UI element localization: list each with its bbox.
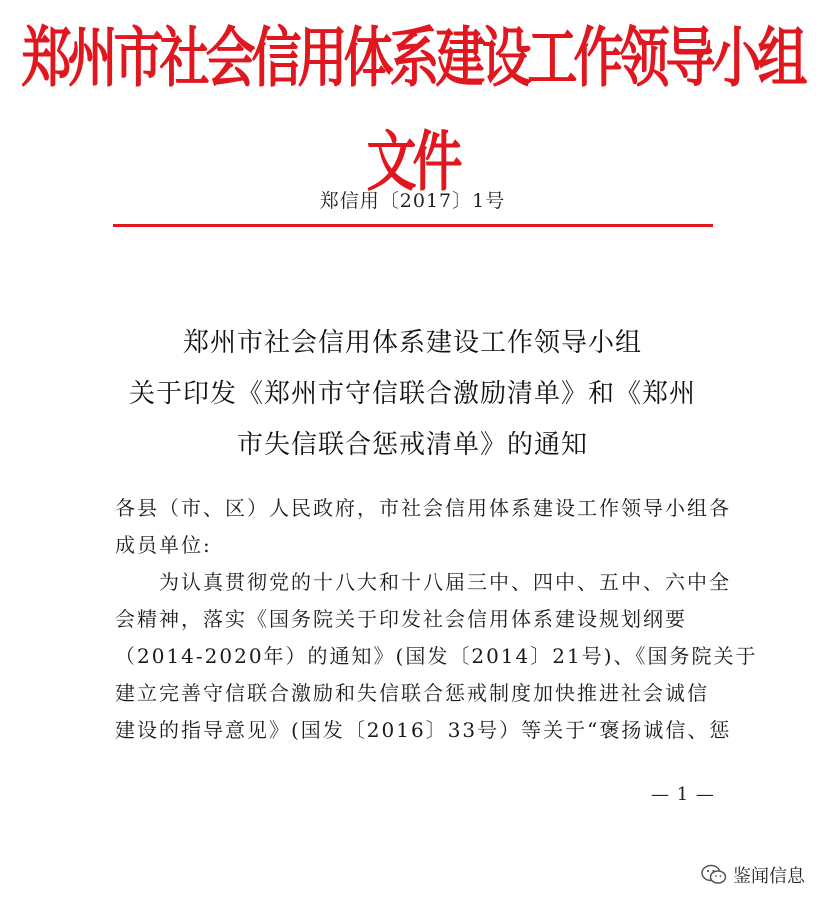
notice-title-line: 关于印发《郑州市守信联合激励清单》和《郑州 <box>128 379 696 409</box>
wechat-icon <box>701 864 727 886</box>
page-number: — 1 — <box>651 784 715 805</box>
body-line: 建立完善守信联合激励和失信联合惩戒制度加快推进社会诚信 <box>115 681 709 705</box>
body-line: 建设的指导意见》(国发〔2016〕33号）等关于“褒扬诚信、惩 <box>115 718 732 742</box>
red-divider <box>113 224 713 227</box>
notice-title <box>100 318 725 471</box>
body-line: （2014-2020年）的通知》(国发〔2014〕21号)、《国务院关于 <box>115 644 758 668</box>
document-number: 郑信用〔2017〕1号 <box>319 190 506 212</box>
body-text <box>115 490 758 749</box>
watermark <box>701 862 805 888</box>
watermark-label: 鉴闻信息 <box>733 866 805 887</box>
body-line: 会精神，落实《国务院关于印发社会信用体系建设规划纲要 <box>115 607 687 631</box>
notice-title-line: 郑州市社会信用体系建设工作领导小组 <box>182 328 642 358</box>
body-line: 为认真贯彻党的十八大和十八届三中、四中、五中、六中全 <box>115 570 731 594</box>
body-line: 成员单位: <box>115 533 212 557</box>
body-line: 各县（市、区）人民政府，市社会信用体系建设工作领导小组各 <box>115 496 731 520</box>
notice-title-line: 市失信联合惩戒清单》的通知 <box>236 430 588 460</box>
document-header-title: 郑州市社会信用体系建设工作领导小组文件 <box>21 20 804 200</box>
